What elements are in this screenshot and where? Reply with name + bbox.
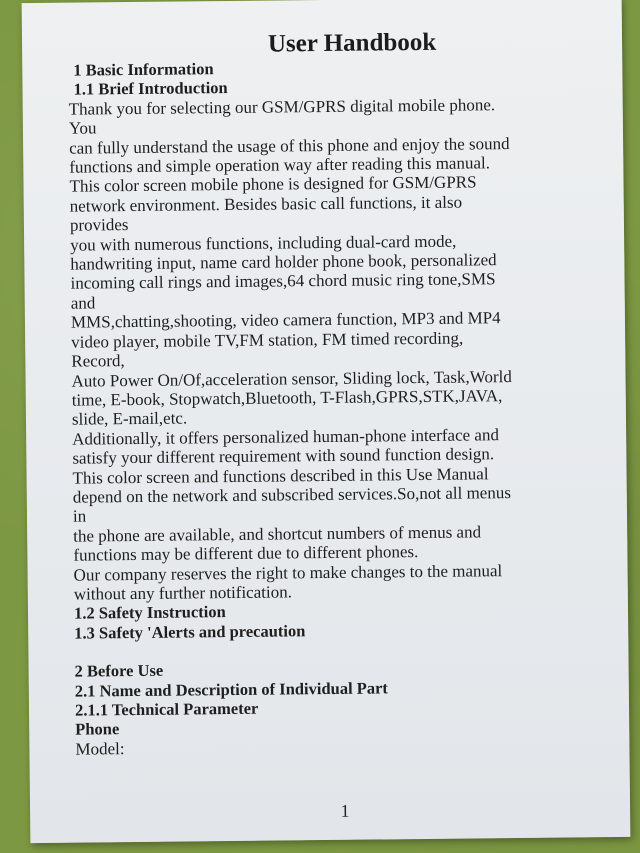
text-line: Record, [71, 351, 125, 371]
text-line: handwriting input, name card holder phone book, personalized [70, 250, 497, 274]
text-line: slide, E-mail,etc. [71, 408, 188, 429]
heading-basic-information: 1 Basic Information [73, 59, 214, 80]
text-line: network environment. Besides basic call functions, it also [69, 192, 463, 216]
page-number: 1 [340, 800, 350, 821]
label-phone: Phone [75, 719, 120, 740]
heading-safety-instruction: 1.2 Safety Instruction [73, 602, 226, 624]
text-line: satisfy your different requirement with sound function design. [72, 444, 495, 468]
text-line: provides [69, 215, 129, 235]
text-line: and [70, 293, 96, 313]
heading-brief-introduction: 1.1 Brief Introduction [73, 78, 228, 100]
heading-technical-parameter: 2.1.1 Technical Parameter [74, 698, 259, 720]
text-line: time, E-book, Stopwatch,Bluetooth, T-Flash,GPRS,STK,JAVA, [71, 386, 503, 410]
text-line: functions and simple operation way after reading this manual. [69, 153, 491, 177]
page-content [68, 55, 601, 759]
text-line: you with numerous functions, including dual-card mode, [70, 231, 457, 255]
handbook-page [22, 0, 631, 843]
text-line: Our company reserves the right to make changes to the manual [73, 560, 503, 585]
label-model: Model: [75, 738, 125, 759]
text-line: Additionally, it offers personalized human-phone interface and [72, 424, 500, 449]
text-line: the phone are available, and shortcut numbers of menus and [73, 522, 482, 546]
heading-name-description: 2.1 Name and Description of Individual Part [74, 677, 388, 701]
text-line: in [72, 506, 87, 526]
text-line: Auto Power On/Of,acceleration sensor, Sliding lock, Task,World [71, 366, 512, 391]
text-line: video player, mobile TV,FM station, FM timed recording, [71, 328, 464, 352]
page-title: User Handbook [267, 28, 437, 58]
text-line: functions may be different due to different phones. [73, 542, 419, 565]
text-line: depend on the network and subscribed services.So,not all menus [72, 483, 511, 507]
heading-safety-alerts: 1.3 Safety 'Alerts and precaution [74, 621, 306, 643]
text-line: You [68, 118, 97, 138]
text-line: without any further notification. [73, 582, 293, 604]
text-line: This color screen mobile phone is designed for GSM/GPRS [69, 172, 477, 197]
text-line: incoming call rings and images,64 chord music ring tone,SMS [70, 269, 496, 294]
text-line: MMS,chatting,shooting, video camera function, MP3 and MP4 [70, 308, 501, 332]
heading-before-use: 2 Before Use [74, 660, 164, 681]
text-line: This color screen and functions described in this Use Manual [72, 463, 489, 488]
text-line: can fully understand the usage of this phone and enjoy the sound [69, 133, 510, 158]
text-line: Thank you for selecting our GSM/GPRS digital mobile phone. [68, 95, 496, 119]
